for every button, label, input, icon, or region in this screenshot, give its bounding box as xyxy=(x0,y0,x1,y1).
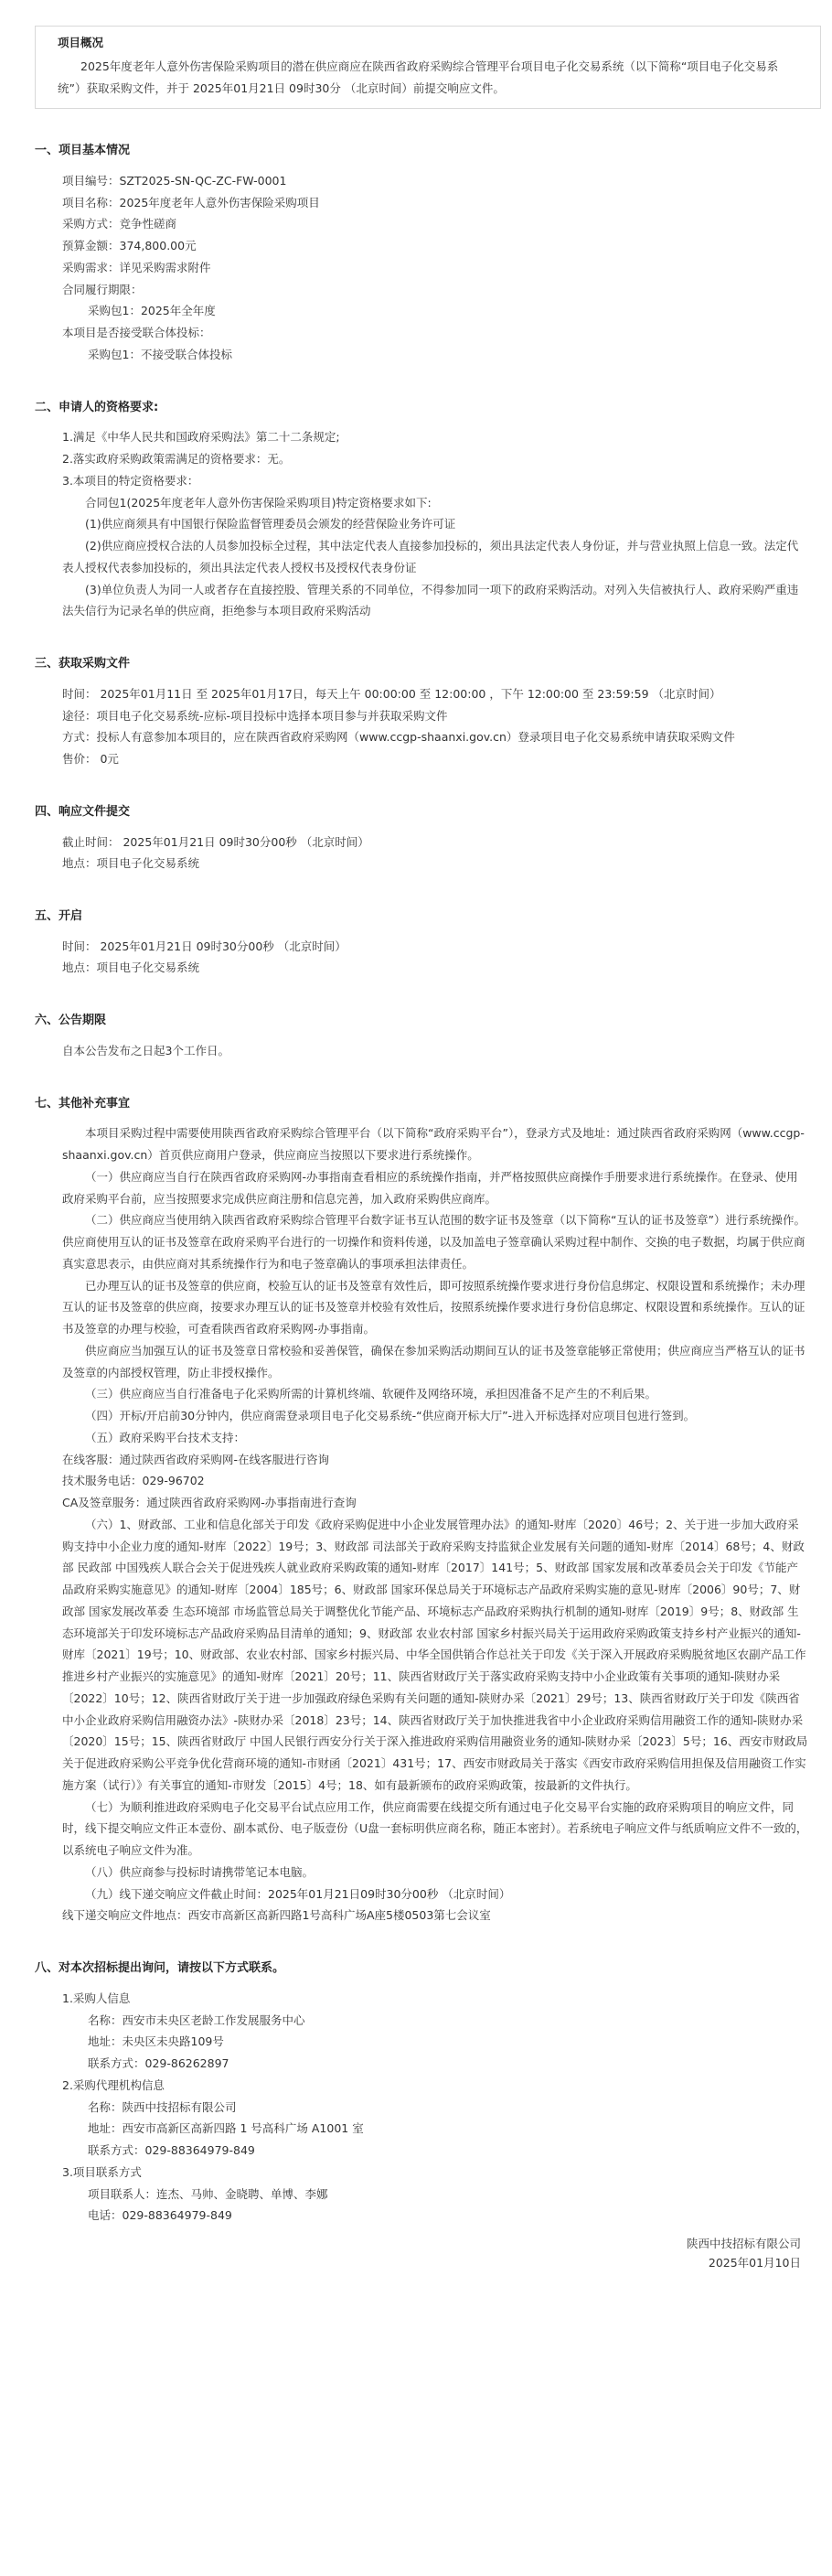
opening-time: 时间： 2025年01月21日 09时30分00秒 （北京时间） xyxy=(62,939,347,953)
obtain-time: 时间： 2025年01月11日 至 2025年01月17日，每天上午 00:00:00 至 12:00:00 ，下午 12:00:00 至 23:59:59 （北京时间） xyxy=(62,686,721,701)
support-ca-service: CA及签章服务：通过陕西省政府采购网-办事指南进行查询 xyxy=(62,1496,357,1510)
offline-deadline: （九）线下递交响应文件截止时间：2025年01月21日09时30分00秒 （北京时间） xyxy=(85,1886,511,1901)
procurement-method: 采购方式：竞争性磋商 xyxy=(62,217,177,231)
package-consortium: 采购包1：不接受联合体投标 xyxy=(88,347,232,361)
obtain-channel: 途径：项目电子化交易系统-应标-项目投标中选择本项目参与并获取采购文件 xyxy=(62,708,448,723)
agency-name: 名称：陕西中技招标有限公司 xyxy=(88,2099,237,2114)
agency-title: 2.采购代理机构信息 xyxy=(62,2077,165,2092)
opening-location: 地点：项目电子化交易系统 xyxy=(62,961,200,975)
section-title-qualification: 二、申请人的资格要求: xyxy=(35,400,159,414)
other-matters-paragraph: （二）供应商应当使用纳入陕西省政府采购综合管理平台数字证书互认范围的数字证书及签章（以下简称“互认的证书及签章”）进行系统操作。供应商使用互认的证书及签章在政府采购平台进行的一切操作和资料传递，以及加盖电子签章确认采购过程中制作、交换的电子数据，均属于供应商真实意思表示，由供应商对其系统操作行为和电子签章确认的事项承担法律责任。 xyxy=(62,1213,805,1271)
signature-block xyxy=(16,2234,801,2273)
obtain-method: 方式：投标人有意参加本项目的，应在陕西省政府采购网（www.ccgp-shaanxi.gov.cn）登录项目电子化交易系统申请获取采购文件 xyxy=(62,730,735,745)
qualification-paragraph: (2)供应商应授权合法的人员参加投标全过程，其中法定代表人直接参加投标的，须出具法定代表人身份证，并与营业执照上信息一致。法定代表人授权代表参加投标的，须出具法定代表人授权书及授权代表身份证 xyxy=(62,539,799,574)
agency-phone: 联系方式：029-88364979-849 xyxy=(88,2143,255,2157)
offline-address: 线下递交响应文件地点：西安市高新区高新四路1号高科广场A座5楼0503第七会议室 xyxy=(62,1908,491,1923)
project-overview-box xyxy=(35,26,821,109)
overview-text: 2025年度老年人意外伤害保险采购项目的潜在供应商应在陕西省政府采购综合管理平台项目电子化交易系统（以下简称“项目电子化交易系统”）获取采购文件，并于 2025年01月21日 09时30分 （北京时间）前提交响应文件。 xyxy=(58,59,779,95)
agency-address: 地址：西安市高新区高新四路 1 号高科广场 A1001 室 xyxy=(88,2121,364,2136)
section-title-obtain-docs: 三、获取采购文件 xyxy=(35,657,131,671)
policy-paragraph: （六）1、财政部、工业和信息化部关于印发《政府采购促进中小企业发展管理办法》的通知-财库〔2020〕46号；2、关于进一步加大政府采购支持中小企业力度的通知-财库〔2022〕19号；3、财政部 司法部关于政府采购支持监狱企业发展有关问题的通知-财库〔2014〕68号；4、财政部 民政部 中国残疾人联合会关于促进残疾人就业政府采购政策的通知-财库〔2017〕141号；5、财政部 国家发展和改革委员会关于印发《节能产品政府采购实施意见》的通知-财库〔2004〕185号；6、财政部 国家环保总局关于环境标志产品政府采购实施的意见-财库〔2006〕90号；7、财政部 国家发展改革委 生态环境部 市场监管总局关于调整优化节能产品、环境标志产品政府采购执行机制的通知-财库〔2019〕9号；8、财政部 生态环境部关于印发环境标志产品政府采购品目清单的通知；9、财政部 农业农村部 国家乡村振兴局关于运用政府采购政策支持乡村产业振兴的通知-财库〔2021〕19号；10、财政部、农业农村部、国家乡村振兴局、中华全国供销合作总社关于印发《关于深入开展政府采购脱贫地区农副产品工作推进乡村产业振兴的实施意见》的通知-财库〔2021〕20号；11、陕西省财政厅关于落实政府采购支持中小企业政策有关事项的通知-陕财办采〔2022〕10号；12、陕西省财政厅关于进一步加强政府绿色采购有关问题的通知-陕财办采〔2021〕29号；13、陕西省财政厅关于印发《陕西省中小企业政府采购信用融资办法》-陕财办采〔2018〕23号；14、陕西省财政厅关于加快推进我省中小企业政府采购信用融资工作的通知-陕财办采〔2020〕15号；15、陕西省财政厅 中国人民银行西安分行关于深入推进政府采购信用融资业务的通知-陕财办采〔2023〕5号；16、西安市财政局关于促进政府采购公平竞争优化营商环境的通知-市财函〔2021〕431号；17、西安市财政局关于落实《西安市政府采购信用担保及信用融资工作实施方案（试行）》有关事宜的通知-市财发〔2015〕4号；18、如有最新颁布的政府采购政策，按最新的文件执行。 xyxy=(62,1517,808,1792)
other-matters-paragraph: （四）开标/开启前30分钟内，供应商需登录项目电子化交易系统-“供应商开标大厅”-进入开标选择对应项目包进行签到。 xyxy=(85,1409,696,1423)
other-matters-paragraph: （一）供应商应当自行在陕西省政府采购网-办事指南查看相应的系统操作指南，并严格按照供应商操作手册要求进行系统操作。在登录、使用政府采购平台前，应当按照要求完成供应商注册和信息完善，加入政府采购供应商库。 xyxy=(62,1169,798,1206)
procurement-requirement: 采购需求：详见采购需求附件 xyxy=(62,260,211,274)
section-title-announcement-period: 六、公告期限 xyxy=(35,1014,107,1028)
offline-submission-paragraph: （七）为顺利推进政府采购电子化交易平台试点应用工作，供应商需要在线提交所有通过电子化交易平台实施的政府采购项目的响应文件，同时，线下提交响应文件正本壹份、副本贰份、电子版壹份（U盘一套标明供应商名称，随正本密封）。若系统电子响应文件与纸质响应文件不一致的，以系统电子响应文件为准。 xyxy=(62,1799,808,1858)
purchaser-name: 名称：西安市未央区老龄工作发展服务中心 xyxy=(88,2012,305,2027)
project-number: 项目编号：SZT2025-SN-QC-ZC-FW-0001 xyxy=(62,173,287,188)
contact-title: 3.项目联系方式 xyxy=(62,2164,142,2179)
qualification-paragraph: (1)供应商须具有中国银行保险监督管理委员会颁发的经营保险业务许可证 xyxy=(85,517,456,531)
qualification-line: 2.落实政府采购政策需满足的资格要求：无。 xyxy=(62,452,291,467)
support-phone: 技术服务电话：029-96702 xyxy=(62,1474,205,1488)
budget-amount: 预算金额：374,800.00元 xyxy=(62,239,197,253)
other-matters-paragraph: （三）供应商应当自行准备电子化采购所需的计算机终端、软硬件及网络环境，承担因准备不足产生的不利后果。 xyxy=(85,1387,657,1401)
purchaser-phone: 联系方式：029-86262897 xyxy=(88,2056,229,2070)
support-online-service: 在线客服：通过陕西省政府采购网-在线客服进行咨询 xyxy=(62,1452,330,1466)
other-matters-paragraph: 本项目采购过程中需要使用陕西省政府采购综合管理平台（以下简称“政府采购平台”），登录方式及地址：通过陕西省政府采购网（www.ccgp-shaanxi.gov.cn）首页供应商用户登录，供应商应当按照以下要求进行系统操作。 xyxy=(62,1126,805,1163)
package-term: 采购包1：2025年全年度 xyxy=(88,304,216,318)
section-title-contact: 八、对本次招标提出询问，请按以下方式联系。 xyxy=(35,1961,285,1976)
consortium-label: 本项目是否接受联合体投标： xyxy=(62,326,211,340)
purchaser-title: 1.采购人信息 xyxy=(62,1991,131,2005)
section-title-basic-info: 一、项目基本情况 xyxy=(35,144,131,158)
project-name: 项目名称：2025年度老年人意外伤害保险采购项目 xyxy=(62,195,320,209)
laptop-note: （八）供应商参与投标时请携带笔记本电脑。 xyxy=(85,1864,315,1879)
qualification-line: 1.满足《中华人民共和国政府采购法》第二十二条规定; xyxy=(62,430,340,445)
obtain-price: 售价： 0元 xyxy=(62,752,119,767)
submission-deadline: 截止时间： 2025年01月21日 09时30分00秒 （北京时间） xyxy=(62,834,369,849)
other-matters-paragraph: （五）政府采购平台技术支持： xyxy=(85,1430,246,1444)
section-title-submission: 四、响应文件提交 xyxy=(35,804,131,819)
qualification-paragraph: (3)单位负责人为同一人或者存在直接控股、管理关系的不同单位，不得参加同一项下的政府采购活动。对列入失信被执行人、政府采购严重违法失信行为记录名单的供应商，拒绝参与本项目政府采购活动 xyxy=(62,582,799,618)
section-title-opening: 五、开启 xyxy=(35,909,83,923)
contact-persons: 项目联系人：连杰、马帅、金晓聘、单博、李娜 xyxy=(88,2186,328,2201)
section-title-other-matters: 七、其他补充事宜 xyxy=(35,1096,131,1111)
other-matters-paragraph: 已办理互认的证书及签章的供应商，校验互认的证书及签章有效性后，即可按照系统操作要求进行身份信息绑定、权限设置和系统操作；未办理互认的证书及签章的供应商，按要求办理互认的证书及签章并校验有效性后，按照系统操作要求进行身份信息绑定、权限设置和系统操作。互认的证书及签章的办理与校验，可查看陕西省政府采购网-办事指南。 xyxy=(62,1278,805,1336)
submission-location: 地点：项目电子化交易系统 xyxy=(62,856,200,871)
qualification-paragraph: 合同包1(2025年度老年人意外伤害保险采购项目)特定资格要求如下: xyxy=(85,495,432,510)
announcement-period-text: 自本公告发布之日起3个工作日。 xyxy=(62,1043,229,1057)
overview-title: 项目概况 xyxy=(58,36,104,49)
signature-company: 陕西中技招标有限公司 xyxy=(686,2237,801,2250)
other-matters-paragraph: 供应商应当加强互认的证书及签章日常校验和妥善保管，确保在参加采购活动期间互认的证书及签章能够正常使用；供应商应当严格互认的证书及签章的内部授权管理，防止非授权操作。 xyxy=(62,1343,805,1379)
purchaser-address: 地址：未央区未央路109号 xyxy=(88,2034,224,2049)
signature-date: 2025年01月10日 xyxy=(708,2256,801,2270)
qualification-line: 3.本项目的特定资格要求： xyxy=(62,473,199,488)
contact-phone: 电话：029-88364979-849 xyxy=(88,2208,232,2223)
contract-term-label: 合同履行期限： xyxy=(62,282,143,296)
